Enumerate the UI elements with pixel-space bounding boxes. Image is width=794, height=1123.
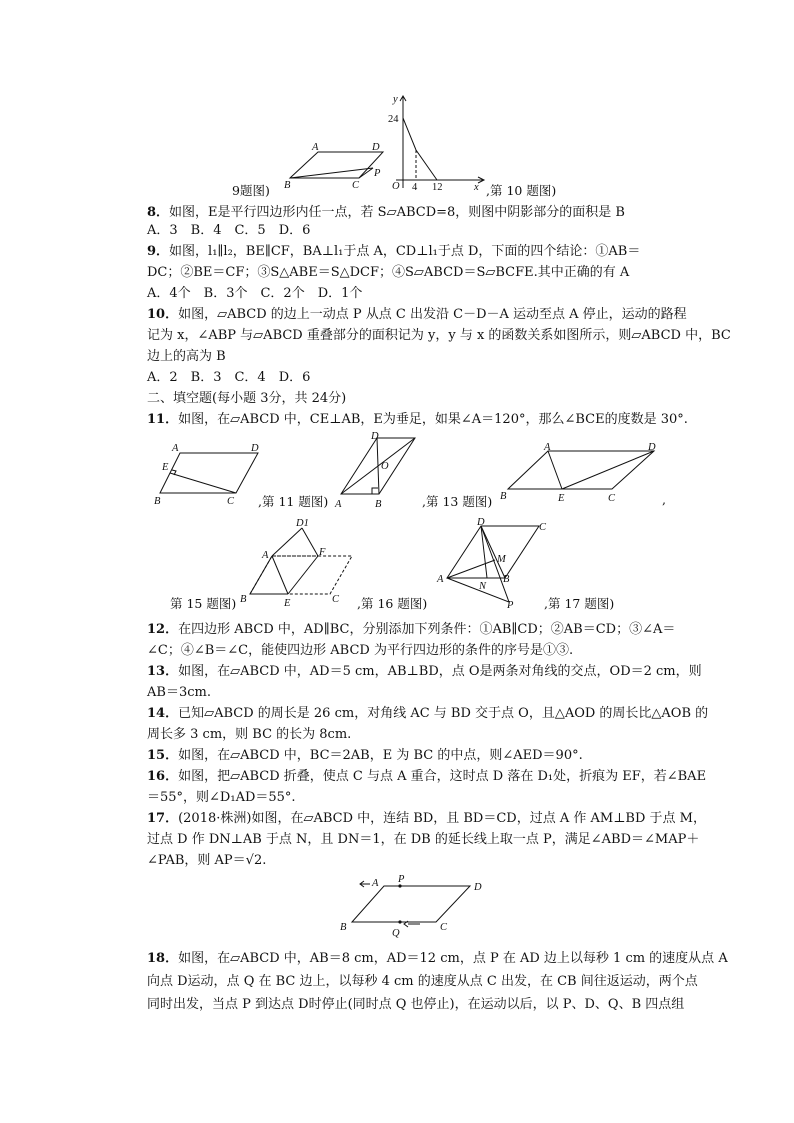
q9-label-P: P	[374, 168, 381, 179]
question-18-line1: 如图，在▱ABCD 中，AB＝8 cm，AD＝12 cm，点 P 在 AD 边上以每秒 1 cm 的速度从点 A	[178, 951, 728, 966]
question-10-line3: 边上的高为 B	[147, 349, 226, 364]
q11-label-B: B	[154, 496, 161, 507]
q10-caption: ,第 10 题图)	[486, 183, 557, 198]
question-15-text: 如图，在▱ABCD 中，BC＝2AB，E 为 BC 的中点，则∠AED＝90°.	[178, 748, 583, 763]
question-18-number: 18．	[147, 951, 179, 966]
figure-q13	[333, 430, 423, 512]
q13-label-B: B	[375, 499, 382, 510]
question-14	[147, 705, 708, 723]
q18-label-P: P	[398, 874, 405, 885]
q13-label-D: D	[371, 431, 379, 442]
q14-label-A: A	[544, 443, 551, 453]
q18-label-C: C	[440, 922, 448, 933]
q15-label-A: A	[262, 550, 269, 561]
question-17-line1: (2018·株洲)如图，在▱ABCD 中，连结 BD，且 BD＝CD，过点 A 作 AM⊥BD 于点 M，	[178, 811, 706, 826]
question-10-line2: 记为 x，∠ABP 与▱ABCD 重叠部分的面积记为 y，y 与 x 的函数关系如图所示，则▱ABCD 中，BC	[147, 328, 731, 343]
question-16-number: 16．	[147, 769, 179, 784]
q10-y-tick: 24	[388, 114, 399, 125]
q15-label-E: E	[284, 598, 291, 608]
q18-label-A: A	[372, 878, 379, 889]
question-10-line1: 如图，▱ABCD 的边上一动点 P 从点 C 出发沿 C－D－A 运动至点 A 停止，运动的路程	[178, 307, 687, 322]
question-11	[147, 411, 688, 429]
q14-label-E: E	[558, 493, 565, 503]
q9-label-C: C	[352, 180, 360, 191]
q11-label-E: E	[162, 462, 169, 473]
question-8-text: 如图，E是平行四边形内任一点，若 S▱ABCD=8，则图中阴影部分的面积是 B	[169, 205, 625, 220]
q17-label-A: A	[437, 574, 444, 585]
question-14-line1: 已知▱ABCD 的周长是 26 cm，对角线 AC 与 BD 交于点 O，且△AOD 的周长比△AOB 的	[178, 706, 709, 721]
question-14-line2: 周长多 3 cm，则 BC 的长为 8cm.	[147, 727, 352, 742]
figure-q9	[280, 140, 390, 192]
q17-label-B: B	[503, 574, 510, 585]
figure-q18	[336, 870, 491, 940]
question-8	[147, 204, 625, 222]
q14-label-C: C	[608, 493, 616, 503]
question-9	[147, 243, 640, 261]
q17-label-C: C	[539, 522, 547, 533]
question-10-options: A．2 B．3 C．4 D．6	[147, 370, 311, 385]
question-18-line2: 向点 D运动，点 Q 在 BC 边上，以每秒 4 cm 的速度从点 C 出发，在 CB 间往返运动，两个点	[147, 974, 698, 989]
q10-y-label: y	[393, 94, 398, 105]
q13-caption: ,第 13 题图)	[422, 494, 493, 509]
q11-label-A: A	[172, 443, 179, 454]
q18-label-Q: Q	[392, 928, 400, 939]
figure-q14	[498, 443, 660, 503]
q11-label-C: C	[227, 496, 235, 507]
question-10-number: 10．	[147, 307, 179, 322]
question-17-line2: 过点 D 作 DN⊥AB 于点 N，且 DN＝1，在 DB 的延长线上取一点 P，满足∠ABD＝∠MAP＋	[147, 832, 700, 847]
q9-label-B: B	[284, 180, 291, 191]
question-18-line3: 同时出发，当点 P 到达点 D时停止(同时点 Q 也停止)，在运动以后，以 P、D、Q、B 四点组	[147, 997, 685, 1012]
question-12-line2: ∠C；④∠B＝∠C，能使四边形 ABCD 为平行四边形的条件的序号是①③.	[147, 643, 574, 658]
question-18	[147, 950, 728, 968]
q15-label-D1: D1	[296, 518, 309, 529]
q17-label-D: D	[477, 517, 485, 528]
q9-label-D: D	[372, 142, 380, 153]
question-13	[147, 663, 702, 681]
question-9-options: A．4个 B．3个 C．2个 D．1个	[147, 286, 363, 301]
q9-label-A: A	[312, 142, 319, 153]
q9-caption: 9题图)	[232, 183, 270, 198]
q10-origin: O	[392, 181, 400, 192]
question-12-number: 12．	[147, 622, 179, 637]
question-8-options: A．3 B．4 C．5 D．6	[147, 223, 311, 238]
question-12-line1: 在四边形 ABCD 中，AD∥BC，分别添加下列条件：①AB∥CD；②AB＝CD；③∠A＝	[178, 622, 676, 637]
figure-q15	[238, 516, 368, 608]
q17-label-M: M	[497, 554, 506, 565]
question-14-number: 14．	[147, 706, 179, 721]
question-9-line1: 如图，l₁∥l₂，BE∥CF，BA⊥l₁于点 A，CD⊥l₁于点 D，下面的四个结论：①AB＝	[169, 244, 641, 259]
question-11-number: 11．	[147, 412, 179, 427]
q17-caption: ,第 17 题图)	[544, 596, 615, 611]
q16-caption: ,第 16 题图)	[357, 596, 428, 611]
q15-label-C: C	[332, 594, 340, 605]
question-13-line1: 如图，在▱ABCD 中，AD＝5 cm，AB⊥BD，点 O是两条对角线的交点，OD＝2 cm，则	[178, 664, 702, 679]
question-17-number: 17．	[147, 811, 179, 826]
figure-q10-graph	[388, 92, 488, 192]
q14-label-D: D	[648, 443, 656, 453]
question-16-line1: 如图，把▱ABCD 折叠，使点 C 与点 A 重合，这时点 D 落在 D₁处，折痕为 EF，若∠BAE	[178, 769, 707, 784]
section-2-heading: 二、填空题(每小题 3分，共 24分)	[147, 391, 347, 406]
question-17	[147, 810, 706, 828]
question-12	[147, 621, 675, 639]
question-17-line3: ∠PAB，则 AP＝√2.	[147, 853, 267, 868]
question-13-line2: AB＝3cm.	[147, 685, 211, 700]
q18-label-B: B	[340, 922, 347, 933]
q10-x-tick-12: 12	[432, 182, 443, 192]
q10-x-label: x	[474, 182, 479, 192]
question-13-number: 13．	[147, 664, 179, 679]
q15-label-F: F	[319, 547, 326, 558]
question-16	[147, 768, 706, 786]
q14-figure-trailing: ,	[662, 492, 666, 507]
q13-label-O: O	[381, 461, 389, 472]
q13-label-A: A	[335, 499, 342, 510]
question-9-number: 9．	[147, 244, 170, 259]
q10-x-tick-4: 4	[412, 182, 418, 192]
question-10	[147, 306, 687, 324]
question-11-text: 如图，在▱ABCD 中，CE⊥AB，E为垂足，如果∠A＝120°，那么∠BCE的度数是 30°.	[178, 412, 688, 427]
question-9-line2: DC；②BE＝CF；③S△ABE＝S△DCF；④S▱ABCD＝S▱BCFE.其中正确的有 A	[147, 265, 630, 280]
question-15-number: 15．	[147, 748, 179, 763]
figure-q17	[433, 516, 553, 610]
q15-caption: 第 15 题图)	[170, 596, 237, 611]
q17-label-P: P	[507, 600, 514, 610]
q17-label-N: N	[479, 581, 487, 592]
question-15	[147, 747, 583, 765]
q15-label-B: B	[240, 594, 247, 605]
question-8-number: 8．	[147, 205, 170, 220]
q11-label-D: D	[251, 443, 259, 454]
question-16-line2: ＝55°，则∠D₁AD＝55°.	[147, 790, 296, 805]
q11-caption: ,第 11 题图)	[258, 494, 329, 509]
q18-label-D: D	[474, 882, 482, 893]
figure-q11	[148, 441, 263, 509]
q14-label-B: B	[500, 491, 507, 502]
